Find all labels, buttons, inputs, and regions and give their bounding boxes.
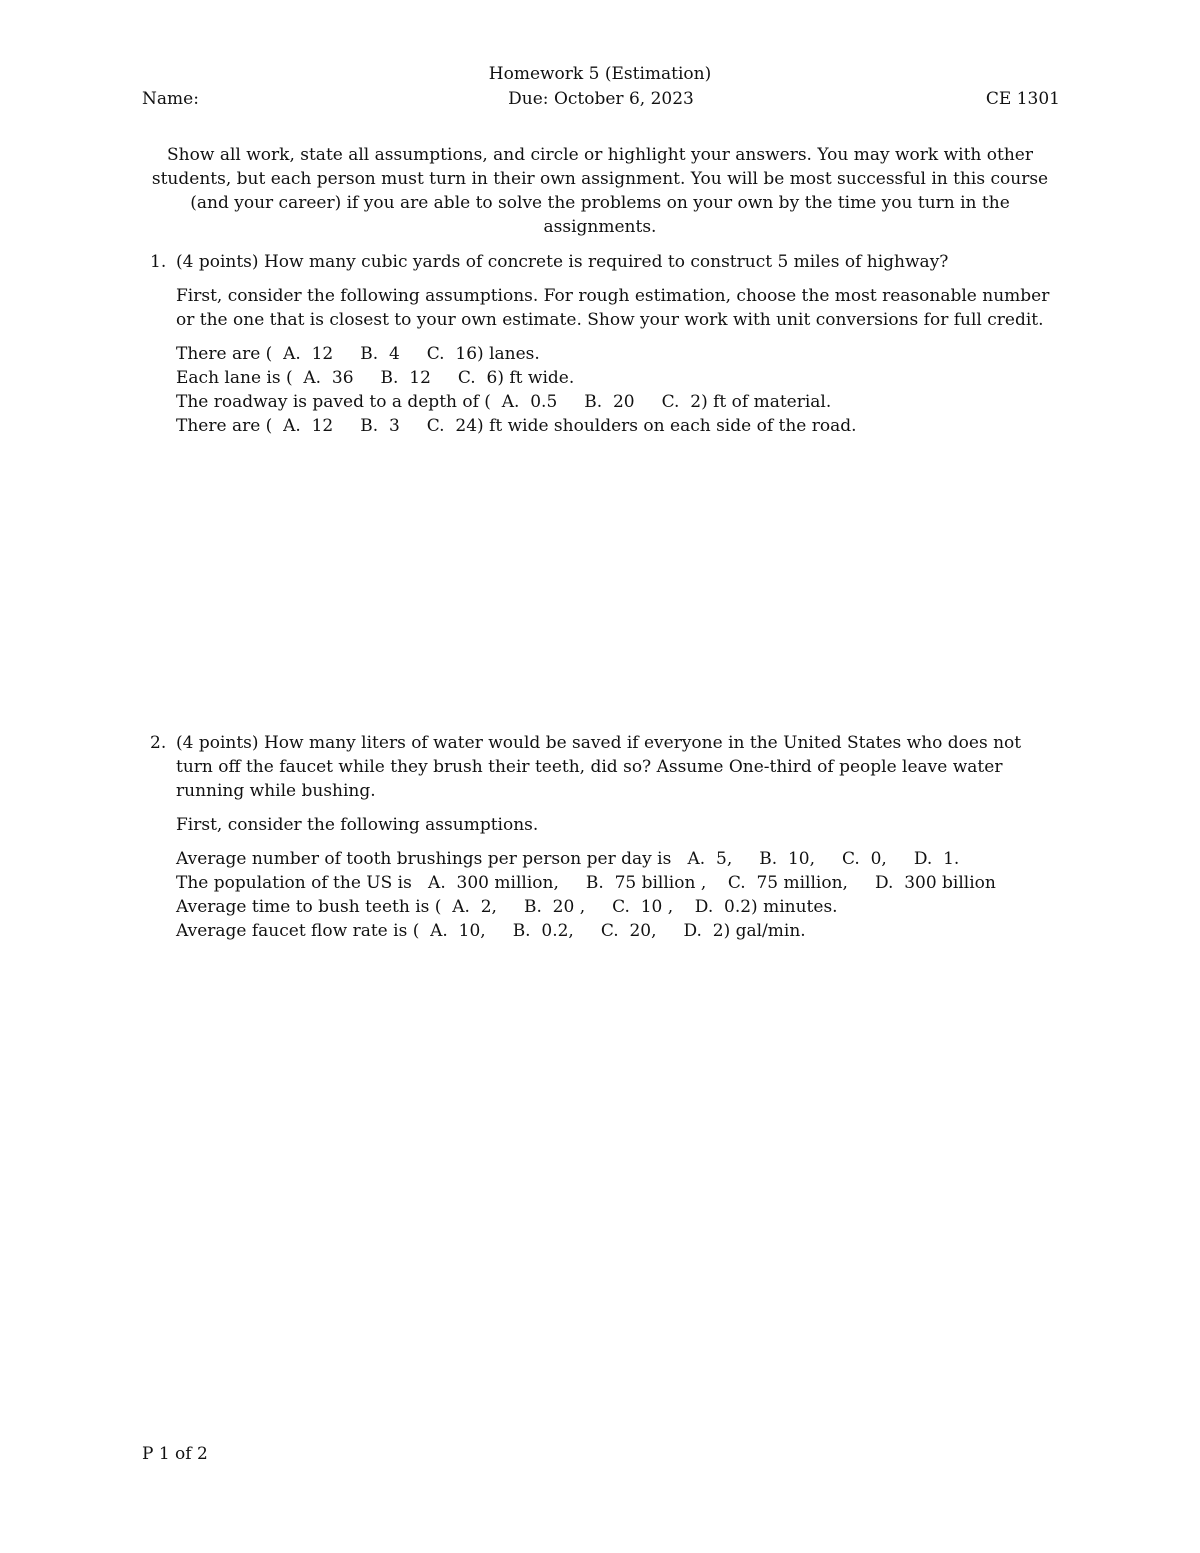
problem-2 xyxy=(150,731,1062,943)
problem-intro: First, consider the following assumptions. xyxy=(176,815,539,835)
problem-intro: First, consider the following assumptions. For rough estimation, choose the most reasonable number or the one that is closest to your own estimate. Show your work with unit conversions for full credit. xyxy=(176,286,1050,330)
problem-number: 2. xyxy=(150,733,167,753)
problem-question: (4 points) How many liters of water would be saved if everyone in the United States who does not turn off the faucet while they brush their teeth, did so? Assume One-third of people leave water running while bushing. xyxy=(176,733,1022,801)
due-date: Due: October 6, 2023 xyxy=(508,89,694,109)
assumption-item: Average faucet flow rate is ( A. 10, B. 0.2, C. 20, D. 2) gal/min. xyxy=(176,921,806,941)
course-code: CE 1301 xyxy=(985,89,1060,109)
assumption-item: Each lane is ( A. 36 B. 12 C. 6) ft wide. xyxy=(176,368,575,388)
assumption-list xyxy=(176,847,1062,943)
problem-1 xyxy=(150,250,1062,438)
problem-body xyxy=(176,731,1062,943)
header-row xyxy=(142,87,1060,111)
page-number: P 1 of 2 xyxy=(142,1444,208,1464)
assumption-item: The population of the US is A. 300 million, B. 75 billion , C. 75 million, D. 300 billion xyxy=(176,873,996,893)
problem-number: 1. xyxy=(150,252,167,272)
name-label: Name: xyxy=(142,89,199,109)
assumption-list xyxy=(176,342,1062,438)
assumption-item: The roadway is paved to a depth of ( A. 0.5 B. 20 C. 2) ft of material. xyxy=(176,392,832,412)
assumption-item: Average time to bush teeth is ( A. 2, B. 20 , C. 10 , D. 0.2) minutes. xyxy=(176,897,838,917)
assumption-item: Average number of tooth brushings per person per day is A. 5, B. 10, C. 0, D. 1. xyxy=(176,849,960,869)
assumption-item: There are ( A. 12 B. 4 C. 16) lanes. xyxy=(176,344,540,364)
problem-question: (4 points) How many cubic yards of concrete is required to construct 5 miles of highway? xyxy=(176,252,949,272)
instructions: Show all work, state all assumptions, and circle or highlight your answers. You may work with other students, but each person must turn in their own assignment. You will be most successful in this course (and your career) if you are able to solve the problems on your own by the time you turn in the assignments. xyxy=(151,145,1049,237)
homework-title: Homework 5 (Estimation) xyxy=(488,64,712,84)
problem-body xyxy=(176,250,1062,438)
assumption-item: There are ( A. 12 B. 3 C. 24) ft wide shoulders on each side of the road. xyxy=(176,416,857,436)
